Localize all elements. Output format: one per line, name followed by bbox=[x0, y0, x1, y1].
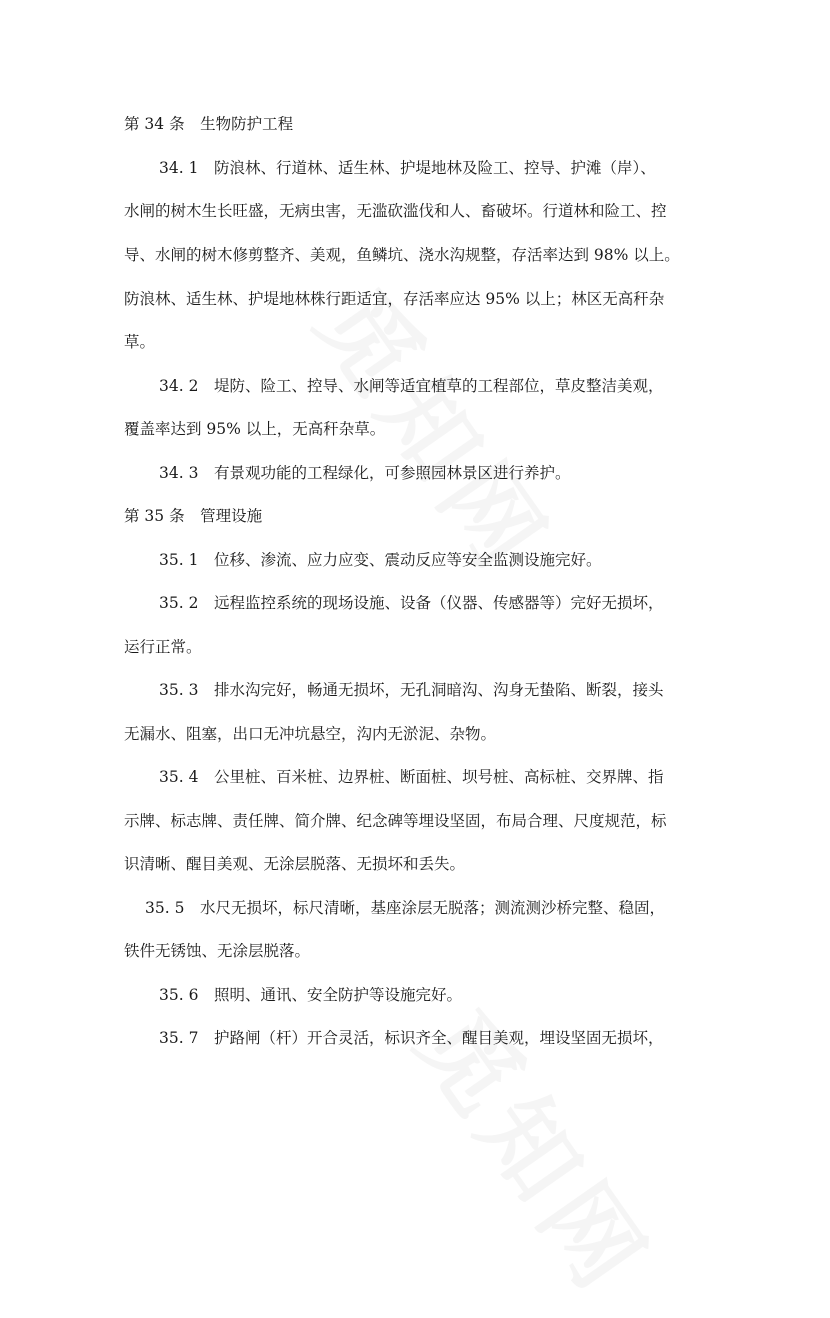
clause-34-1-line-3: 导、水闸的树木修剪整齐、美观，鱼鳞坑、浇水沟规整，存活率达到 98% 以上。 bbox=[124, 246, 680, 264]
clause-35-3-line-1: 35. 3 排水沟完好，畅通无损坏，无孔洞暗沟、沟身无蛰陷、断裂，接头 bbox=[159, 681, 664, 699]
clause-35-2-line-1: 35. 2 远程监控系统的现场设施、设备（仪器、传感器等）完好无损坏， bbox=[159, 594, 664, 612]
clause-35-1: 35. 1 位移、渗流、应力应变、震动反应等安全监测设施完好。 bbox=[159, 551, 602, 569]
clause-35-2-line-2: 运行正常。 bbox=[124, 638, 202, 656]
clause-35-4-line-1: 35. 4 公里桩、百米桩、边界桩、断面桩、坝号桩、高标桩、交界牌、指 bbox=[159, 768, 664, 786]
clause-35-4-line-2: 示牌、标志牌、责任牌、简介牌、纪念碑等埋设坚固，布局合理、尺度规范，标 bbox=[124, 812, 667, 830]
clause-34-3: 34. 3 有景观功能的工程绿化，可参照园林景区进行养护。 bbox=[159, 464, 571, 482]
clause-34-2-line-1: 34. 2 堤防、险工、控导、水闸等适宜植草的工程部位，草皮整洁美观， bbox=[159, 377, 664, 395]
clause-35-5-line-2: 铁件无锈蚀、无涂层脱落。 bbox=[124, 942, 311, 960]
clause-35-3-line-2: 无漏水、阻塞，出口无冲坑悬空，沟内无淤泥、杂物。 bbox=[124, 725, 497, 743]
clause-35-6: 35. 6 照明、通讯、安全防护等设施完好。 bbox=[159, 986, 462, 1004]
clause-35-5-line-1: 35. 5 水尺无损坏，标尺清晰，基座涂层无脱落；测流测沙桥完整、稳固， bbox=[145, 899, 665, 917]
article-34-heading: 第 34 条 生物防护工程 bbox=[124, 115, 294, 133]
clause-35-4-line-3: 识清晰、醒目美观、无涂层脱落、无损坏和丢失。 bbox=[124, 855, 466, 873]
article-35-heading: 第 35 条 管理设施 bbox=[124, 507, 263, 525]
clause-34-1-line-5: 草。 bbox=[124, 333, 156, 351]
clause-34-2-line-2: 覆盖率达到 95% 以上，无高秆杂草。 bbox=[124, 420, 386, 438]
clause-34-1-line-2: 水闸的树木生长旺盛，无病虫害，无滥砍滥伐和人、畜破坏。行道林和险工、控 bbox=[124, 202, 667, 220]
clause-35-7-line-1: 35. 7 护路闸（杆）开合灵活，标识齐全、醒目美观，埋设坚固无损坏， bbox=[159, 1029, 664, 1047]
clause-34-1-line-1: 34. 1 防浪林、行道林、适生林、护堤地林及险工、控导、护滩（岸）、 bbox=[159, 159, 656, 177]
clause-34-1-line-4: 防浪林、适生林、护堤地林株行距适宜，存活率应达 95% 以上；林区无高秆杂 bbox=[124, 290, 665, 308]
